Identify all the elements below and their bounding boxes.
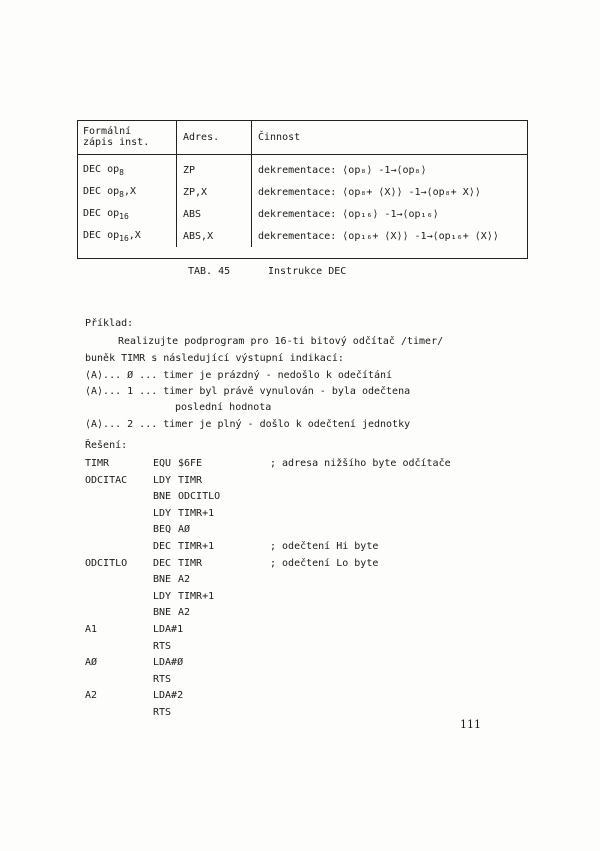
code-opcode: RTS bbox=[153, 707, 172, 718]
cell-action: dekrementace: ⟨op₈⟩ -1→⟨op₈⟩ bbox=[258, 164, 427, 176]
table-row bbox=[77, 225, 528, 247]
example-line: ⟨A⟩... 1 ... timer byl právě vynulován - byla odečtena bbox=[85, 386, 411, 397]
code-label: AØ bbox=[85, 657, 98, 669]
code-operand: TIMR bbox=[178, 474, 203, 486]
cell-address: ZP bbox=[177, 155, 252, 182]
code-line bbox=[0, 674, 600, 688]
code-line bbox=[0, 624, 600, 638]
code-opcode: RTS bbox=[153, 673, 172, 685]
instruction-table bbox=[77, 120, 528, 247]
code-label: ODCITAC bbox=[85, 474, 128, 486]
code-opcode: LDY bbox=[153, 474, 172, 486]
table-row bbox=[77, 203, 528, 225]
code-operand: TIMR+1 bbox=[178, 590, 215, 602]
code-line bbox=[0, 558, 600, 572]
code-line bbox=[0, 657, 600, 671]
table-caption-number: TAB. 45 bbox=[188, 266, 231, 277]
example-line: buněk TIMR s následující výstupní indikací: bbox=[85, 353, 344, 364]
code-label: TIMR bbox=[85, 458, 110, 469]
cell-address: ZP,X bbox=[177, 181, 252, 203]
code-opcode: LDA#2 bbox=[153, 690, 184, 702]
code-opcode: DEC bbox=[153, 541, 172, 552]
code-line bbox=[0, 607, 600, 621]
cell-formal: DEC $op_8$ bbox=[77, 155, 177, 182]
code-line bbox=[0, 508, 600, 522]
header-formal bbox=[77, 120, 177, 155]
example-line: ⟨A⟩... Ø ... timer je prázdný - nedošlo k odečítání bbox=[85, 370, 393, 381]
page-number: 111 bbox=[460, 718, 481, 731]
example-heading: Příklad: bbox=[85, 318, 134, 329]
code-line bbox=[0, 541, 600, 555]
code-operand: $6FE bbox=[178, 458, 203, 469]
table-row bbox=[77, 155, 528, 182]
code-label: A2 bbox=[85, 690, 98, 702]
solution-heading: Řešení: bbox=[85, 440, 128, 451]
code-line bbox=[0, 458, 600, 472]
code-operand: TIMR+1 bbox=[178, 541, 215, 552]
code-comment: ; odečtení Lo byte bbox=[270, 557, 379, 569]
code-opcode: BEQ bbox=[153, 524, 172, 536]
code-line bbox=[0, 491, 600, 505]
header-formal-line2: zápis inst. bbox=[83, 137, 150, 148]
code-opcode: LDA#Ø bbox=[153, 657, 184, 669]
code-comment: ; odečtení Hi byte bbox=[270, 541, 379, 552]
code-operand: TIMR bbox=[178, 557, 203, 569]
code-line bbox=[0, 524, 600, 538]
cell-address: ABS bbox=[177, 203, 252, 225]
code-operand: ODCITLO bbox=[178, 491, 221, 503]
table-header-row bbox=[77, 120, 528, 155]
example-line: Realizujte podprogram pro 16-ti bitový odčítač /timer/ bbox=[118, 336, 444, 347]
cell-formal: DEC $op_{16}$ bbox=[77, 203, 177, 225]
code-opcode: LDY bbox=[153, 507, 172, 519]
code-label: A1 bbox=[85, 624, 98, 635]
code-opcode: LDA#1 bbox=[153, 624, 184, 635]
code-comment: ; adresa nižšího byte odčítače bbox=[270, 458, 451, 469]
header-formal-line1: Formální bbox=[83, 126, 132, 137]
code-line bbox=[0, 707, 600, 721]
table-caption-text: Instrukce DEC bbox=[268, 266, 347, 277]
code-line bbox=[0, 574, 600, 588]
code-opcode: BNE bbox=[153, 607, 172, 619]
cell-formal: DEC $op_8,X$ bbox=[77, 181, 177, 203]
code-line bbox=[0, 641, 600, 655]
code-opcode: BNE bbox=[153, 491, 172, 503]
code-line bbox=[0, 591, 600, 605]
code-opcode: DEC bbox=[153, 557, 172, 569]
header-action: Činnost bbox=[252, 120, 529, 155]
code-operand: A2 bbox=[178, 607, 191, 619]
code-operand: TIMR+1 bbox=[178, 507, 215, 519]
cell-action: dekrementace: ⟨op₁₆⟩ -1→⟨op₁₆⟩ bbox=[258, 208, 439, 220]
code-operand: A2 bbox=[178, 574, 191, 586]
example-line: poslední hodnota bbox=[175, 402, 272, 413]
table-row bbox=[77, 181, 528, 203]
cell-action: dekrementace: ⟨op₁₆+ ⟨X⟩⟩ -1→⟨op₁₆+ ⟨X⟩⟩ bbox=[258, 230, 499, 242]
code-opcode: BNE bbox=[153, 574, 172, 586]
header-address: Adres. bbox=[177, 120, 252, 155]
code-line bbox=[0, 690, 600, 704]
code-label: ODCITLO bbox=[85, 557, 128, 569]
cell-action: dekrementace: ⟨op₈+ ⟨X⟩⟩ -1→⟨op₈+ X⟩⟩ bbox=[258, 186, 481, 198]
code-opcode: LDY bbox=[153, 590, 172, 602]
code-line bbox=[0, 475, 600, 489]
code-opcode: EQU bbox=[153, 458, 172, 469]
code-opcode: RTS bbox=[153, 640, 172, 652]
cell-address: ABS,X bbox=[177, 225, 252, 247]
cell-formal: DEC $op_{16},X$ bbox=[77, 225, 177, 247]
example-line: ⟨A⟩... 2 ... timer je plný - došlo k odečtení jednotky bbox=[85, 419, 411, 430]
code-operand: AØ bbox=[178, 524, 191, 536]
